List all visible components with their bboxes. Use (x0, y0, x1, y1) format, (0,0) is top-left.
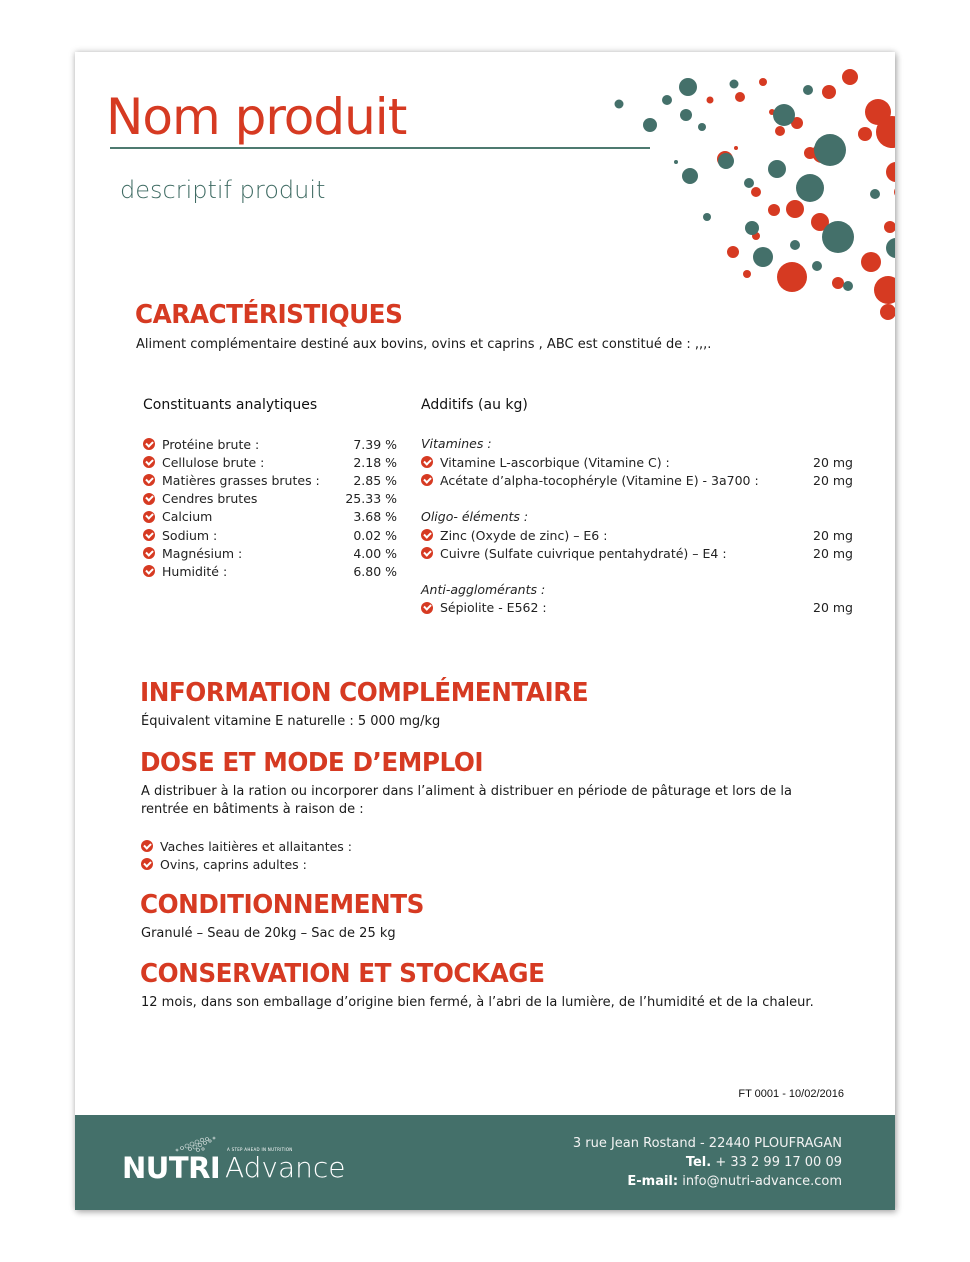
logo-advance-text: Advance (225, 1151, 346, 1184)
logo-nutri-text: NUTRI (122, 1151, 221, 1185)
item-label: Cuivre (Sulfate cuivrique pentahydraté) – E4 : (440, 545, 727, 561)
additifs-category: Vitamines : (421, 436, 492, 452)
item-label: Cellulose brute : (162, 454, 265, 470)
item-value: 2.85 % (353, 472, 397, 488)
item-label: Zinc (Oxyde de zinc) – E6 : (440, 527, 608, 543)
list-item (143, 544, 397, 562)
email-label: E-mail: (627, 1174, 679, 1189)
list-item (141, 837, 441, 855)
list-item (143, 490, 397, 508)
item-value: 2.18 % (353, 454, 397, 470)
contact-block (573, 1134, 842, 1191)
check-icon (143, 565, 155, 577)
address: 3 rue Jean Rostand - 22440 PLOUFRAGAN (572, 1136, 842, 1151)
check-icon (143, 438, 155, 450)
dose-text: A distribuer à la ration ou incorporer dans l’aliment à distribuer en période de pâturage et lors de la rentrée en bâtiments à raison de : (141, 784, 792, 817)
item-value: 25.33 % (345, 491, 397, 507)
list-item (143, 471, 397, 489)
check-icon (143, 529, 155, 541)
spacer (421, 562, 853, 580)
item-value: 20 mg (813, 600, 853, 616)
list-item (143, 508, 397, 526)
document-reference: FT 0001 - 10/02/2016 (738, 1088, 844, 1100)
item-label: Calcium (162, 509, 213, 525)
item-value: 7.39 % (353, 436, 397, 452)
item-label: Humidité : (162, 563, 228, 579)
list-item (421, 471, 853, 489)
check-icon (421, 456, 433, 468)
email-address[interactable]: info@nutri-advance.com (682, 1174, 842, 1189)
item-label: Acétate d’alpha-tocophéryle (Vitamine E) - 3a700 : (440, 472, 759, 488)
item-value: 20 mg (813, 545, 853, 561)
item-label: Magnésium : (162, 545, 243, 561)
list-item (421, 453, 853, 471)
item-label: Ovins, caprins adultes : (160, 856, 307, 872)
check-icon (421, 547, 433, 559)
section-heading-conditionnements: CONDITIONNEMENTS (140, 890, 424, 920)
list-item (143, 526, 397, 544)
email-line (573, 1172, 842, 1191)
check-icon (141, 840, 153, 852)
conservation-text: 12 mois, dans son emballage d’origine bien fermé, à l’abri de la lumière, de l’humidité et de la chaleur. (141, 995, 814, 1010)
list-item (421, 526, 853, 544)
additifs-category: Oligo- éléments : (421, 508, 529, 524)
item-label: Sépiolite - E562 : (440, 600, 547, 616)
item-value: 4.00 % (353, 545, 397, 561)
conditionnements-text: Granulé – Seau de 20kg – Sac de 25 kg (141, 926, 396, 941)
list-item (141, 855, 441, 873)
item-value: 20 mg (813, 472, 853, 488)
list-item (143, 453, 397, 471)
section-heading-caracteristiques: CARACTÉRISTIQUES (135, 300, 403, 330)
product-description: descriptif produit (120, 176, 326, 204)
constituants-title: Constituants analytiques (143, 397, 318, 413)
logo-tagline: A STEP AHEAD IN NUTRITION (227, 1147, 293, 1152)
check-icon (421, 602, 433, 614)
check-icon (143, 511, 155, 523)
phone-line (573, 1153, 842, 1172)
check-icon (141, 858, 153, 870)
list-item (143, 562, 397, 580)
product-sheet-page (75, 52, 895, 1210)
tel-label: Tel. (685, 1155, 712, 1170)
footer (75, 1115, 895, 1210)
check-icon (421, 474, 433, 486)
section-heading-dose: DOSE ET MODE D’EMPLOI (140, 748, 484, 778)
check-icon (143, 474, 155, 486)
phone-number: + 33 2 99 17 00 09 (715, 1155, 842, 1170)
list-item (421, 544, 853, 562)
item-label: Vitamine L-ascorbique (Vitamine C) : (440, 454, 670, 470)
item-value: 6.80 % (353, 563, 397, 579)
item-label: Cendres brutes (162, 491, 258, 507)
item-label: Vaches laitières et allaitantes : (160, 838, 352, 854)
spacer (421, 490, 853, 508)
additifs-list (421, 435, 853, 617)
check-icon (143, 493, 155, 505)
title-underline (110, 147, 650, 149)
caracteristiques-text: Aliment complémentaire destiné aux bovins, ovins et caprins , ABC est constitué de : ,,,. (136, 337, 712, 352)
decorative-dots-graphic (600, 62, 895, 322)
item-value: 20 mg (813, 527, 853, 543)
item-value: 0.02 % (353, 527, 397, 543)
check-icon (421, 529, 433, 541)
section-heading-conservation: CONSERVATION ET STOCKAGE (140, 959, 545, 989)
item-label: Protéine brute : (162, 436, 260, 452)
section-heading-information: INFORMATION COMPLÉMENTAIRE (140, 678, 589, 708)
dose-list (141, 837, 441, 873)
additifs-title: Additifs (au kg) (421, 397, 528, 413)
list-item (421, 599, 853, 617)
check-icon (143, 547, 155, 559)
product-title: Nom produit (106, 88, 407, 146)
item-label: Sodium : (162, 527, 218, 543)
item-value: 20 mg (813, 454, 853, 470)
check-icon (143, 456, 155, 468)
item-label: Matières grasses brutes : (162, 472, 320, 488)
list-item (143, 435, 397, 453)
item-value: 3.68 % (353, 509, 397, 525)
information-text: Équivalent vitamine E naturelle : 5 000 mg/kg (141, 714, 441, 729)
additifs-category: Anti-agglomérants : (421, 581, 546, 597)
constituants-list (143, 435, 397, 581)
